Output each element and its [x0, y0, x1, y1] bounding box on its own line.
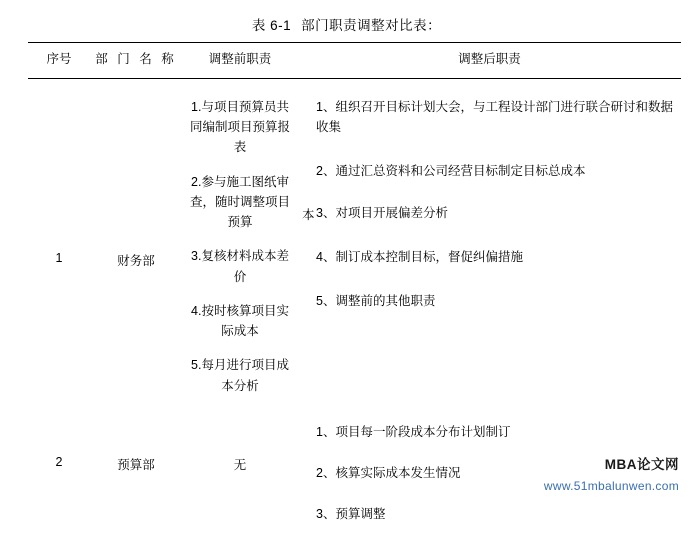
column-header-before: 调整前职责: [182, 43, 298, 79]
row-before-responsibilities: 无: [233, 457, 247, 472]
watermark-url: www.51mbalunwen.com: [543, 479, 679, 493]
after-item: 3、对项目开展偏差分析: [316, 205, 448, 220]
after-item: 2、通过汇总资料和公司经营目标制定目标总成本: [316, 164, 586, 179]
row-after-responsibilities: [298, 78, 681, 410]
overflow-char-ben: 本: [302, 208, 315, 222]
row-dept: 财务部: [117, 253, 155, 268]
table-row: [28, 78, 681, 410]
row-before-responsibilities: [182, 78, 298, 410]
after-item: 3、预算调整: [316, 507, 386, 522]
before-item: 2.参与施工图纸审查，随时调整项目预算: [189, 174, 290, 229]
before-item: 5.每月进行项目成本分析: [191, 358, 289, 393]
before-item: 1.与项目预算员共同编制项目预算报表: [189, 99, 290, 155]
column-header-seq: 序号: [28, 43, 90, 79]
caption-number: 表 6-1: [251, 18, 292, 33]
table-caption: [28, 14, 665, 34]
before-item: 4.按时核算项目实际成本: [191, 303, 289, 338]
column-header-dept: 部 门 名 称: [90, 43, 182, 79]
row-dept: 预算部: [117, 457, 155, 472]
after-item: 2、核算实际成本发生情况: [316, 466, 461, 480]
table-body: [28, 78, 681, 545]
after-item: 1、组织召开目标计划大会，与工程设计部门进行联合研讨和数据收集: [316, 99, 673, 134]
row-seq: 1: [55, 250, 63, 265]
table-row: [28, 410, 681, 546]
row-after-responsibilities: [298, 410, 681, 546]
watermark-logo: MBA论文网: [604, 457, 679, 472]
after-item: 4、制订成本控制目标，督促纠偏措施: [316, 249, 523, 264]
before-item: 3.复核材料成本差价: [191, 249, 289, 284]
column-header-after: 调整后职责: [298, 43, 681, 79]
after-item: 5、调整前的其他职责: [316, 294, 436, 308]
caption-title: 部门职责调整对比表：: [301, 18, 442, 33]
after-item: 1、项目每一阶段成本分布计划制订: [316, 424, 511, 439]
responsibility-comparison-table: [28, 42, 681, 546]
table-header: [28, 43, 681, 79]
row-seq: 2: [55, 454, 63, 469]
